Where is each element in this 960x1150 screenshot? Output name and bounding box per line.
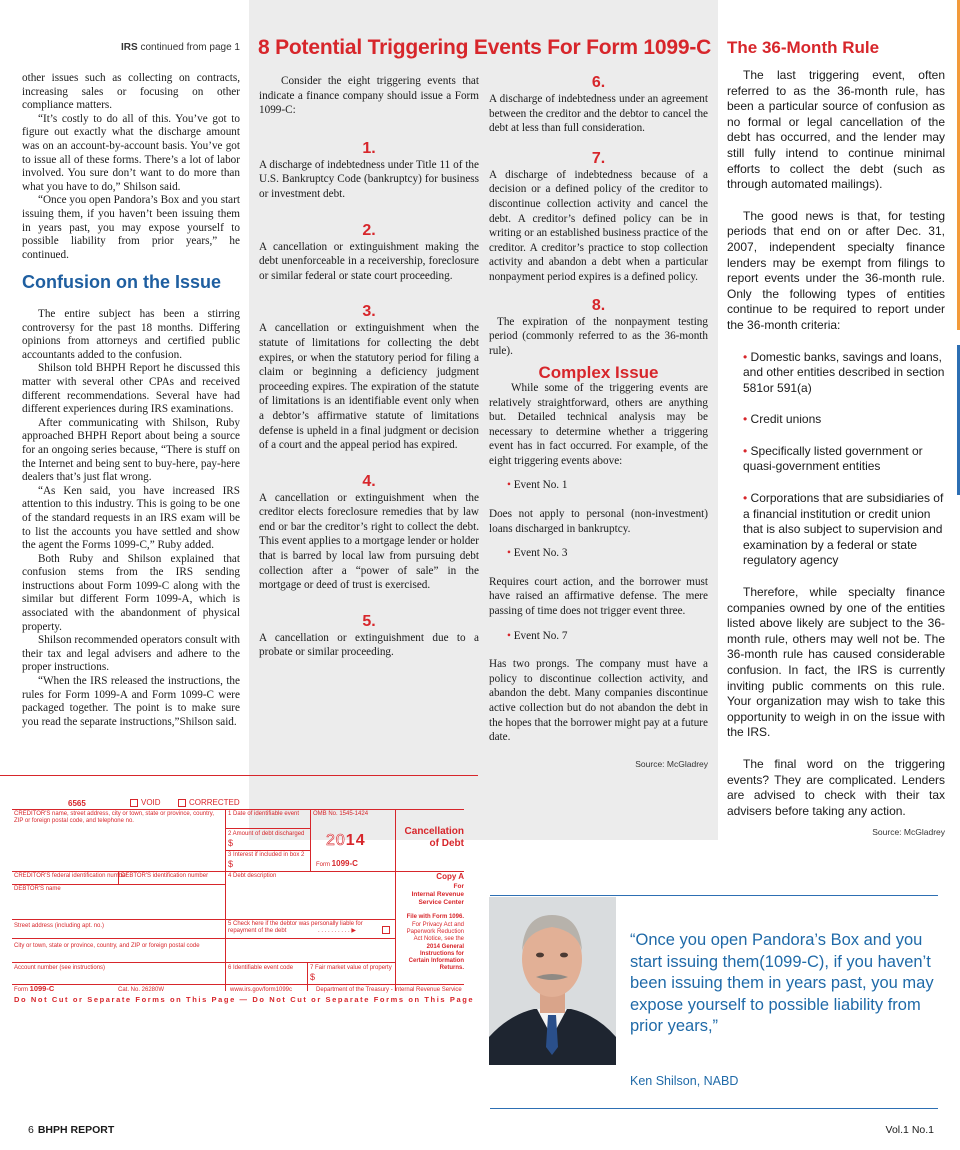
box5-label: 5 Check here if the debtor was personally liable for repayment of the debt	[228, 921, 363, 934]
dollar-sign: $	[228, 859, 234, 869]
event-text: A cancellation or extinguishment due to a probate or similar proceeding.	[259, 631, 479, 659]
creditor-id-label: CREDITOR'S federal identification number	[14, 873, 128, 879]
complex-bullet	[489, 629, 708, 644]
bullet-label: Event No. 1	[513, 479, 568, 492]
bullet-dot-icon: •	[507, 547, 511, 560]
quote-rule	[490, 1108, 938, 1109]
tax-year: 2014	[326, 832, 366, 849]
complex-text: Has two prongs. The company must have a policy to discontinue collection activity, and abandon the debt. Many companies discontinue active collection but do not abandon the debt in the hopes that the borrower might pay at a future date.	[489, 658, 708, 744]
privacy-label: For Privacy Act and Paperwork Reduction Act Notice, see the	[406, 922, 464, 942]
paragraph: The final word on the triggering events? They are complicated. Lenders are advised to check with their tax advisers before taking any action.	[727, 756, 945, 818]
checkbox-icon	[178, 799, 186, 807]
publication-name: BHPH REPORT	[37, 1124, 115, 1136]
void-checkbox: VOID	[130, 799, 161, 807]
complex-bullet	[489, 478, 708, 493]
department-label: Department of the Treasury - Internal Revenue Service	[316, 987, 462, 993]
complex-issue-heading: Complex Issue	[538, 363, 659, 383]
paragraph: Shilson told BHPH Report he discussed this matter with several other CPAs and received different recommendations. Several have had different experiences during IRS examinations.	[22, 362, 240, 416]
running-head-text: continued from page 1	[140, 42, 240, 53]
source-credit: Source: McGladrey	[872, 827, 945, 838]
list-item: • Corporations that are subsidiaries of a financial institution or credit union that is also subject to supervision and examination by a federal or state regulatory agency	[743, 491, 944, 568]
event-text: The expiration of the nonpayment testing period (commonly referred to as the 36-month rule).	[489, 315, 708, 357]
box5-checkbox	[382, 926, 393, 935]
portrait-illustration	[489, 897, 616, 1065]
bullet-dot-icon: •	[743, 491, 748, 506]
pull-quote: “Once you open Pandora’s Box and you start issuing them(1099-C), if you haven’t been issuing them in years past, you may expose yourself to possible liability from prior years,”	[630, 931, 934, 1035]
pull-quote-author: Ken Shilson, NABD	[630, 1074, 739, 1088]
running-head-label: IRS	[121, 42, 138, 53]
paragraph: The good news is that, for testing periods that end on or after Dec. 31, 2007, independent specialty finance lenders may be exempt from filings to report events under the 36-month rule. Only the following types of entities continue to be required to report under the 36-month criteria:	[727, 208, 945, 332]
section-heading-confusion: Confusion on the Issue	[22, 272, 222, 292]
city-label: City or town, state or province, country, and ZIP or foreign postal code	[14, 943, 200, 949]
dollar-sign: $	[228, 838, 234, 848]
paragraph: The entire subject has been a stirring controversy for the past 18 months. Differing opinions from attorneys and certified public accountants added to the confusion.	[22, 308, 240, 361]
checkbox-icon	[130, 799, 138, 807]
bullet-dot-icon: •	[743, 412, 748, 427]
omb-label: OMB No. 1545-1424	[313, 811, 369, 817]
events-column-a	[259, 74, 479, 660]
list-item: • Domestic banks, savings and loans, and other entities described in section 581or 591(a)	[743, 349, 945, 395]
paragraph: Therefore, while specialty finance companies owned by one of the entities listed above likely are subject to the 36-month rule, others may well not be. The 36-month rule has caused considerable confusion. In fact, the IRS is currently inviting public comments on this rule. Your organization may wish to take this opportunity to weigh in on the issue with the IRS.	[727, 585, 945, 740]
right-column-text	[727, 68, 945, 841]
complex-text: Does not apply to personal (non-investment) loans discharged in bankruptcy.	[489, 508, 708, 535]
form-1099c-image	[0, 775, 478, 1015]
corrected-checkbox: CORRECTED	[178, 799, 240, 807]
complex-intro: While some of the triggering events are relatively straightforward, others are anything but. Detailed technical analysis may be necessary to determine whether a triggering event has in fact occurred. For example, of the eight triggering events above:	[489, 381, 708, 467]
street-label: Street address (including apt. no.)	[14, 923, 105, 929]
event-number: 1.	[362, 139, 376, 157]
list-item: • Specifically listed government or quasi-government entities	[743, 443, 923, 474]
bullet-label: Event No. 3	[513, 547, 568, 560]
event-text: A discharge of indebtedness because of a decision or a defined policy of the creditor to discontinue collection activity and cancel the debt. A creditor’s defined policy can be in writing or an established business practice of the creditor. A creditor’s practice to stop collection activity and abandon a debt when a particular nonpayment period expires is a defined policy.	[489, 168, 708, 283]
section-heading-36-month: The 36-Month Rule	[727, 38, 880, 57]
events-column-b	[489, 74, 708, 771]
running-head	[22, 42, 240, 53]
form-url: www.irs.gov/form1099c	[230, 987, 293, 993]
page-footer-left	[28, 1124, 114, 1136]
page-number: 6	[28, 1124, 34, 1136]
copy-for-label: For Internal Revenue Service Center	[411, 883, 464, 906]
event-number: 7.	[591, 149, 606, 167]
box3-label: 3 Interest if included in box 2	[228, 852, 305, 858]
checkbox-icon	[382, 926, 390, 934]
debtor-id-label: DEBTOR'S identification number	[121, 873, 209, 879]
box1-label: 1 Date of identifiable event	[228, 811, 300, 817]
volume-label: Vol.1 No.1	[885, 1124, 934, 1136]
paragraph: “As Ken said, you have increased IRS attention to this industry. This is going to be one of the standard requests in an IRS exam will be to list the accounts you have settled and show the agent the Forms 1099-C,” Ruby added.	[22, 484, 240, 552]
event-text: A cancellation or extinguishment when the statute of limitations for collecting the debt expires, or when the statutory period for filing a claim or beginning a deficiency judgment proceeding expires. The expiration of the statute of limitations is an identifiable event only when a debtor’s affirmative statute of limitations defense is upheld in a final judgment or decision of a court and the appeal period has expired.	[259, 322, 479, 452]
bullet-label: Event No. 7	[513, 629, 568, 642]
list-item: • Credit unions	[743, 412, 822, 427]
dollar-sign: $	[310, 972, 316, 982]
file-with-label: File with Form 1096.	[406, 914, 464, 920]
complex-text: Requires court action, and the borrower must have raised an affirmative defense. The mere passing of time does not trigger event three.	[489, 575, 708, 618]
paragraph: Both Ruby and Shilson explained that confusion stems from the IRS sending instructions about Form 1099-C along with the similar but different Form 1099-A, which is associated with the abandonment of physical property.	[22, 552, 240, 633]
bullet-dot-icon: •	[507, 479, 511, 492]
paragraph: Shilson recommended operators consult with their tax and legal advisers and adhere to the proper instructions.	[22, 634, 240, 674]
cat-number: Cat. No. 26280W	[118, 987, 165, 993]
bullet-dot-icon: •	[743, 349, 748, 364]
do-not-cut-label: Do Not Cut or Separate Forms on This Page — Do Not Cut or Separate Forms on This Page	[14, 995, 475, 1004]
paragraph: “It’s costly to do all of this. You’ve got to figure out exactly what the discharge amount was on an account-by-account basis. You’ve got to issue all of these forms. There’s a lot of labor involved. You sure don’t want to do more than what you have to do,” Shilson said.	[22, 112, 240, 193]
form-title: Cancellation of Debt	[404, 826, 464, 849]
footer-form: Form 1099-C	[14, 984, 55, 993]
debtor-name-label: DEBTOR'S name	[14, 886, 61, 892]
events-intro: Consider the eight triggering events that indicate a finance company should issue a Form 1099-C:	[259, 75, 479, 117]
event-text: A discharge of indebtedness under an agreement between the creditor and the debtor to cancel the debt at less than full consideration.	[489, 93, 708, 135]
event-number: 3.	[362, 303, 376, 321]
bullet-dot-icon: •	[743, 443, 748, 458]
paragraph: other issues such as collecting on contracts, increasing sales or focusing on other compliance matters.	[22, 72, 240, 112]
event-number: 6.	[591, 74, 606, 91]
left-column-text	[22, 72, 240, 262]
source-credit: Source: McGladrey	[635, 758, 708, 769]
box2-label: 2 Amount of debt discharged	[228, 831, 305, 837]
paragraph: The last triggering event, often referred to as the 36-month rule, has been a particular source of confusion as no formal or legal cancellation of the debt has occurred, and the lender may still fully intend to continue minimal efforts to collect the debt (such as through automated mailings).	[727, 68, 945, 192]
box7-label: 7 Fair market value of property	[310, 965, 392, 971]
paragraph: “When the IRS released the instructions, the rules for Form 1099-A and Form 1099-C were packaged together. The point is to make sure you read the separate instructions,”Shilson said.	[22, 675, 240, 728]
portrait-photo	[489, 897, 616, 1065]
box6-label: 6 Identifiable event code	[228, 965, 294, 971]
entity-list	[727, 350, 945, 570]
box5-dots: . . . . . . . . . . ▶	[318, 928, 356, 934]
article-title: 8 Potential Triggering Events For Form 1099-C	[258, 36, 712, 59]
event-number: 2.	[362, 221, 376, 239]
copy-a-label: Copy A	[436, 872, 464, 881]
box4-label: 4 Debt description	[228, 873, 277, 879]
paragraph: After communicating with Shilson, Ruby approached BHPH Report about being a source for an ongoing series because, “There is stuff on the Internet and being sent to buy-here, pay-here dealers that’s just flat wrong.	[22, 416, 240, 484]
bullet-dot-icon: •	[507, 629, 511, 642]
account-label: Account number (see instructions)	[14, 965, 106, 971]
quote-rule	[490, 895, 938, 896]
general-instructions-label: 2014 General Instructions for Certain Information Returns.	[408, 944, 464, 971]
event-number: 8.	[591, 296, 606, 314]
event-text: A cancellation or extinguishment when the creditor elects foreclosure remedies that by law end or bar the creditor’s right to collect the debt. This event applies to a mortgage lender or holder that is barred by local law from pursuing debt collection after a “power of sale” in the mortgage or deed of trust is exercised.	[259, 491, 479, 592]
creditor-name-label: CREDITOR'S name, street address, city or town, state or province, country, ZIP or foreign postal code, and telephone no.	[14, 811, 214, 824]
event-text: A cancellation or extinguishment making the debt unenforceable in a receivership, foreclosure or similar federal or state court proceeding.	[259, 240, 479, 282]
event-text: A discharge of indebtedness under Title 11 of the U.S. Bankruptcy Code (bankruptcy) for business or investment debt.	[259, 158, 479, 200]
event-number: 4.	[362, 472, 376, 490]
paragraph: “Once you open Pandora’s Box and you start issuing them, if you haven’t been issuing them in years past, you may expose yourself to possible liability from prior years,” he continued.	[22, 194, 240, 261]
form-label: Form 1099-C	[316, 859, 358, 868]
left-column-text-2	[22, 308, 240, 729]
complex-bullet	[489, 546, 708, 561]
form-code: 6565	[68, 799, 86, 808]
event-number: 5.	[362, 612, 376, 630]
